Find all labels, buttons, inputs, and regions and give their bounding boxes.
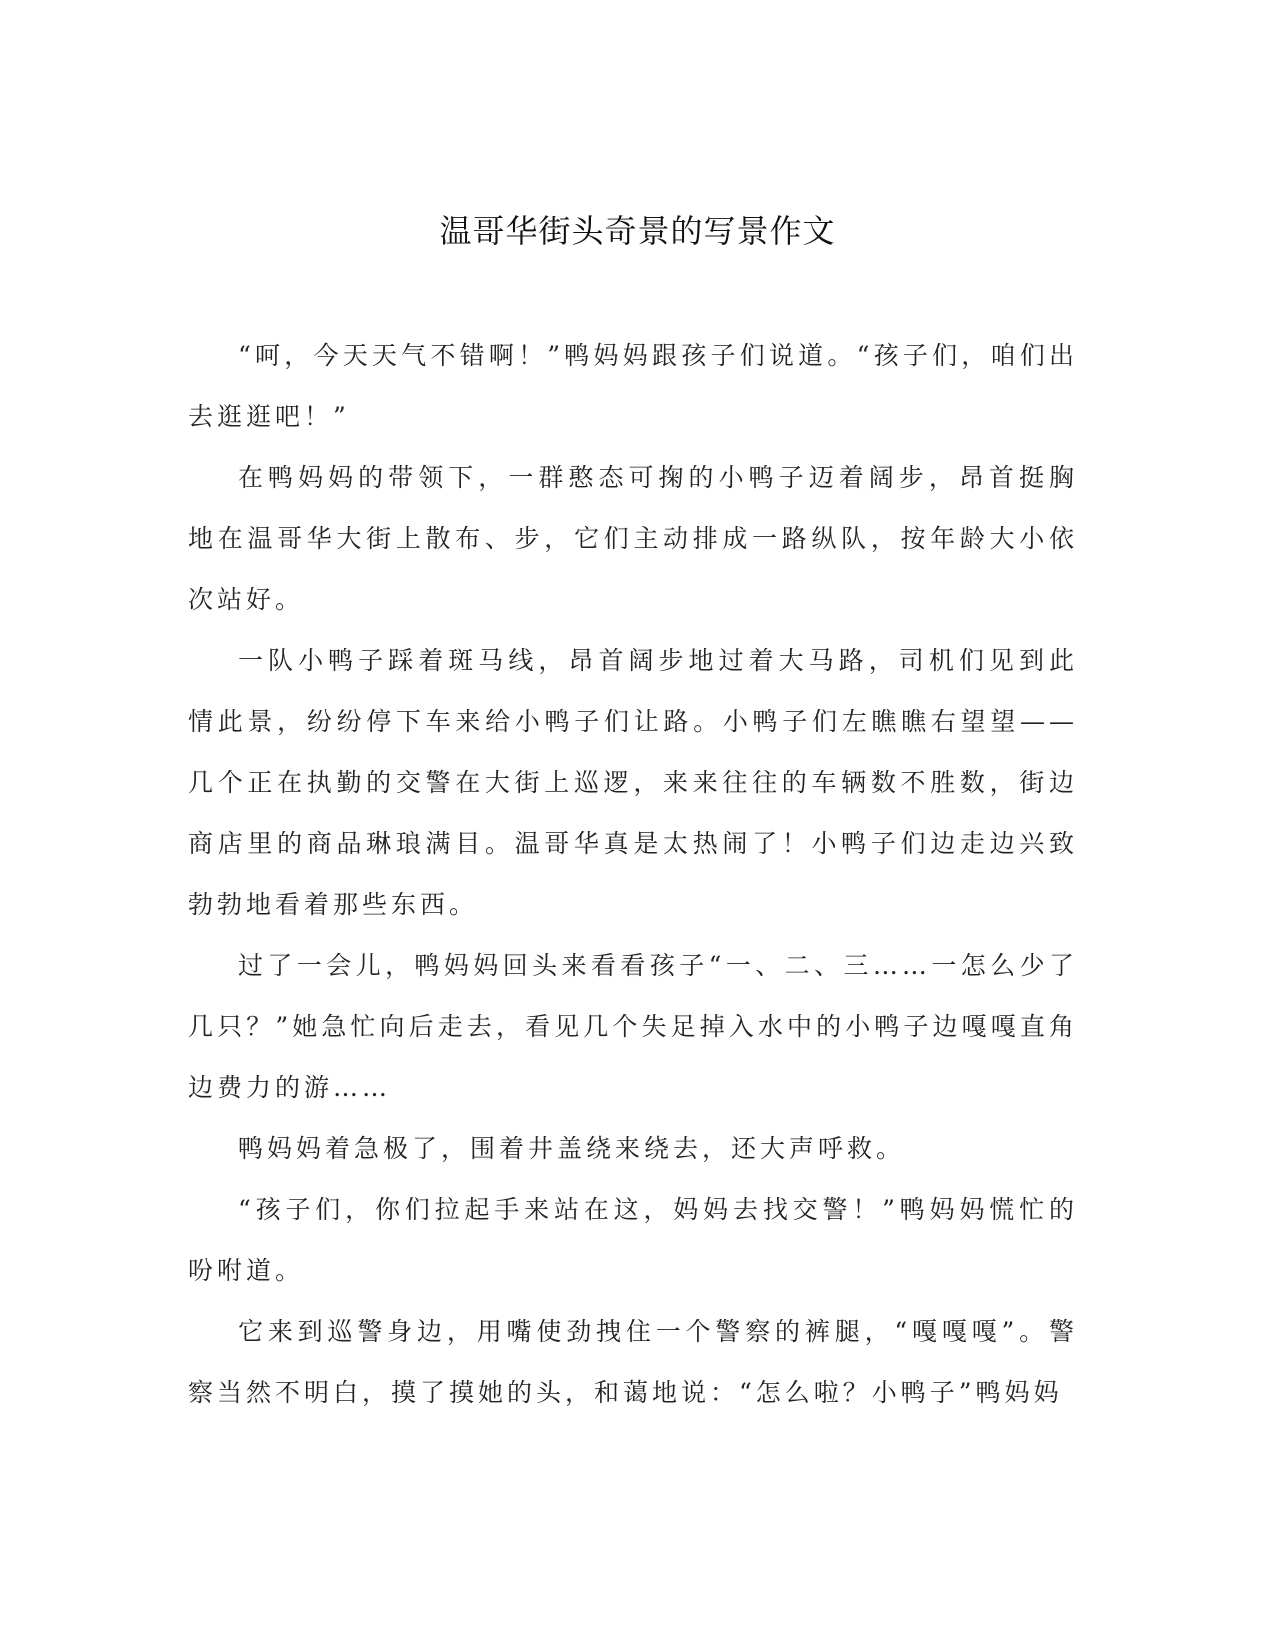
paragraph: “孩子们，你们拉起手来站在这，妈妈去找交警！”鸭妈妈慌忙的吩咐道。 bbox=[188, 1195, 1078, 1285]
paragraph: 在鸭妈妈的带领下，一群憨态可掬的小鸭子迈着阔步，昂首挺胸地在温哥华大街上散布、步，它们主动排成一路纵队，按年龄大小依次站好。 bbox=[188, 463, 1078, 614]
paragraph: 过了一会儿，鸭妈妈回头来看看孩子“一、二、三……一怎么少了几只？”她急忙向后走去，看见几个失足掉入水中的小鸭子边嘎嘎直角边费力的游…… bbox=[188, 951, 1078, 1102]
paragraph: 它来到巡警身边，用嘴使劲拽住一个警察的裤腿，“嘎嘎嘎”。警察当然不明白，摸了摸她的头，和蔼地说：“怎么啦？小鸭子”鸭妈妈 bbox=[188, 1317, 1078, 1407]
document-body bbox=[188, 325, 1078, 1423]
document-title: 温哥华街头奇景的写景作文 bbox=[439, 212, 836, 250]
paragraph: 一队小鸭子踩着斑马线，昂首阔步地过着大马路，司机们见到此情此景，纷纷停下车来给小鸭子们让路。小鸭子们左瞧瞧右望望——几个正在执勤的交警在大街上巡逻，来来往往的车辆数不胜数，街边商店里的商品琳琅满目。温哥华真是太热闹了！小鸭子们边走边兴致勃勃地看着那些东西。 bbox=[188, 646, 1078, 919]
paragraph: 鸭妈妈着急极了，围着井盖绕来绕去，还大声呼救。 bbox=[238, 1134, 906, 1163]
paragraph: “呵，今天天气不错啊！”鸭妈妈跟孩子们说道。“孩子们，咱们出去逛逛吧！” bbox=[188, 341, 1078, 431]
